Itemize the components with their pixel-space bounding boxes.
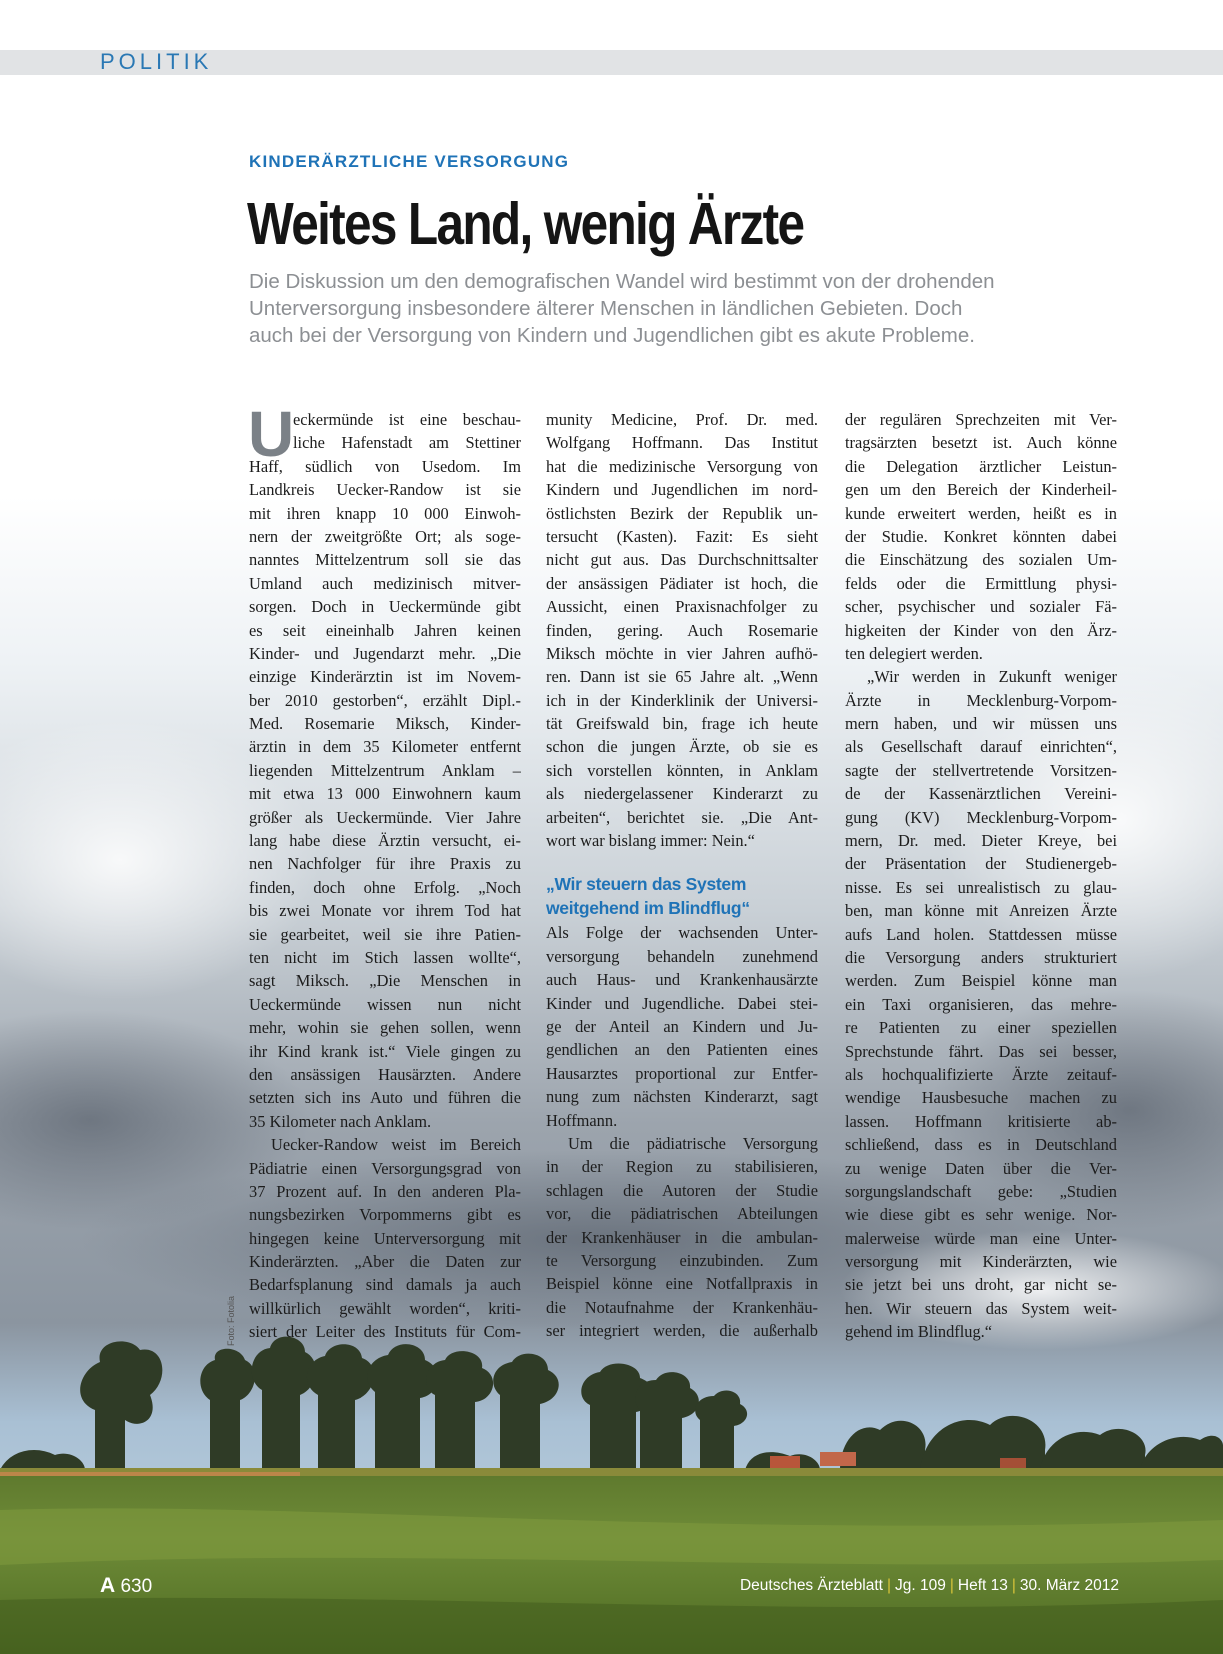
text-line: Beispiel könne eine Notfallpraxis in: [546, 1274, 818, 1294]
text-line: gendlichen an den Patienten eines: [546, 1040, 818, 1060]
text-line: munity Medicine, Prof. Dr. med.: [546, 410, 818, 429]
article-headline: Weites Land, wenig Ärzte: [247, 191, 804, 257]
text-line: ber 2010 gestorben“, erzählt Dipl.-: [249, 690, 521, 710]
text-line: der ansässigen Pädiater ist hoch, die: [546, 573, 818, 593]
text-line: „Wir werden in Zukunft weniger: [867, 667, 1117, 687]
text-line: größer als Ueckermünde. Vier Jahre: [249, 807, 521, 827]
text-line: siert der Leiter des Instituts für Com-: [249, 1322, 521, 1342]
subheading: „Wir steuern das System: [546, 874, 747, 895]
lead-line: Die Diskussion um den demografischen Wandel wird bestimmt von der drohenden: [249, 270, 995, 293]
text-line: der Krankenhäuser in die ambulan-: [546, 1227, 818, 1247]
text-line: wie diese gibt es sehr wenige. Nor-: [845, 1205, 1117, 1225]
text-line: Miksch möchte in vier Jahren aufhö-: [546, 643, 818, 663]
text-line: de der Kassenärztlichen Vereini-: [845, 784, 1117, 804]
text-line: sagt Miksch. „Die Menschen in: [249, 971, 521, 991]
text-line: schon die jungen Ärzte, ob sie es: [546, 737, 818, 757]
text-line: aufs Land holen. Stattdessen müsse: [845, 924, 1117, 944]
text-line: Landkreis Uecker-Randow ist sie: [249, 480, 521, 500]
text-line: Hoffmann.: [546, 1110, 618, 1130]
text-line: tät Greifswald bin, frage ich heute: [546, 714, 818, 734]
text-line: die Einschätzung des sozialen Um-: [845, 550, 1117, 570]
text-line: wendige Hausbesuche machen zu: [845, 1088, 1117, 1108]
text-line: als niedergelassener Kinderarzt zu: [546, 784, 818, 804]
text-line: die Notaufnahme der Krankenhäu-: [546, 1297, 818, 1317]
text-line: Kindern und Jugendlichen im nord-: [546, 480, 818, 500]
article-lead: [249, 268, 1149, 349]
text-line: werden. Zum Beispiel könne man: [845, 971, 1117, 991]
text-line: bis zwei Monate vor ihrem Tod hat: [249, 901, 521, 921]
text-line: ge der Anteil an Kindern und Ju-: [546, 1016, 818, 1036]
text-line: Hausarztes proportional zur Entfer-: [546, 1063, 818, 1083]
text-line: die Versorgung anders strukturiert: [845, 947, 1117, 967]
text-line: sorgen. Doch in Ueckermünde gibt: [249, 597, 521, 617]
text-line: Kinder und Jugendliche. Dabei stei-: [546, 993, 818, 1013]
text-line: auch Haus- und Krankenhausärzte: [546, 970, 818, 990]
text-line: ten delegiert werden.: [845, 643, 983, 663]
text-line: malerweise würde man eine Unter-: [845, 1228, 1117, 1248]
text-line: der Studie. Konkret könnten dabei: [845, 526, 1117, 546]
text-line: versorgung behandeln zunehmend: [546, 946, 818, 966]
text-line: felds oder die Ermittlung physi-: [845, 573, 1117, 593]
text-line: gen um den Bereich der Kinderheil-: [845, 480, 1117, 500]
text-line: re Patienten zu einer speziellen: [845, 1018, 1117, 1038]
text-line: als hochqualifizierte Ärzte zeitauf-: [845, 1064, 1117, 1084]
publication-info: Deutsches Ärzteblatt | Jg. 109 | Heft 13 | 30. März 2012: [739, 1577, 1119, 1594]
text-line: östlichsten Bezirk der Republik un-: [546, 503, 818, 523]
text-line: mit ihren knapp 10 000 Einwoh-: [249, 503, 521, 523]
text-line: sie gearbeitet, weil sie ihre Patien-: [249, 924, 521, 944]
text-line: ein Taxi organisieren, das mehre-: [845, 994, 1117, 1014]
text-line: nisse. Es sei unrealistisch zu glau-: [845, 877, 1117, 897]
text-line: 35 Kilometer nach Anklam.: [249, 1111, 432, 1131]
text-line: der Präsentation der Studienergeb-: [845, 854, 1117, 874]
text-line: schließend, dass es in Deutschland: [845, 1135, 1117, 1155]
text-line: liche Hafenstadt am Stettiner: [293, 433, 521, 453]
text-line: kunde erweitert werden, heißt es in: [845, 503, 1117, 523]
text-line: gung (KV) Mecklenburg-Vorpom-: [845, 807, 1117, 827]
publication-issue: Heft 13: [957, 1577, 1008, 1594]
publication-name: Deutsches Ärzteblatt: [739, 1577, 883, 1594]
text-column-3: [845, 408, 1117, 1344]
text-line: Um die pädiatrische Versorgung: [568, 1133, 818, 1153]
text-line: nanntes Mittelzentrum soll sie das: [249, 550, 521, 570]
text-line: Bedarfsplanung sind damals ja auch: [249, 1275, 521, 1295]
text-line: nicht gut aus. Das Durchschnittsalter: [546, 550, 818, 570]
text-line: versorgung mit Kinderärzten, wie: [845, 1252, 1117, 1272]
text-line: ten nicht im Stich lassen wollte“,: [249, 947, 521, 967]
text-line: mit etwa 13 000 Einwohnern kaum: [249, 784, 521, 804]
text-line: sie jetzt bei uns droht, gar nicht se-: [845, 1275, 1117, 1295]
text-line: nung zum nächsten Kinderarzt, sagt: [546, 1087, 818, 1107]
text-line: ren. Dann ist sie 65 Jahre alt. „Wenn: [546, 667, 818, 687]
text-line: hingegen keine Unterversorgung mit: [249, 1228, 521, 1248]
text-line: lassen. Hoffmann kritisierte ab-: [845, 1111, 1117, 1131]
text-line: Uecker-Randow weist im Bereich: [271, 1135, 521, 1155]
text-line: finden, gering. Auch Rosemarie: [546, 620, 818, 640]
text-line: tragsärzten besetzt ist. Auch könne: [845, 433, 1117, 453]
text-line: Med. Rosemarie Miksch, Kinder-: [249, 714, 521, 734]
text-line: es seit eineinhalb Jahren keinen: [249, 620, 521, 640]
text-line: Aussicht, einen Praxisnachfolger zu: [546, 597, 818, 617]
text-line: Sprechstunde fährt. Das sei besser,: [845, 1041, 1117, 1061]
text-line: sich vorstellen könnten, in Anklam: [546, 760, 818, 780]
text-line: higkeiten der Kinder von den Ärz-: [845, 620, 1117, 640]
publication-volume: Jg. 109: [895, 1577, 946, 1594]
text-line: wort war bislang immer: Nein.“: [546, 831, 755, 851]
text-line: 37 Prozent auf. In den anderen Pla-: [249, 1181, 521, 1201]
text-line: ich in der Kinderklinik der Universi-: [546, 690, 818, 710]
text-line: te Versorgung einzubinden. Zum: [546, 1250, 818, 1270]
text-line: Umland auch medizinisch mitver-: [249, 573, 521, 593]
text-line: ihr Kind krank ist.“ Viele gingen zu: [249, 1041, 521, 1061]
text-line: nen Nachfolger für ihre Praxis zu: [249, 854, 521, 874]
text-line: mern haben, und wir müssen uns: [845, 714, 1117, 734]
text-line: einzige Kinderärztin ist im Novem-: [249, 667, 521, 687]
text-line: ben, man könne mit Anreizen Ärzte: [845, 901, 1117, 921]
text-line: finden, doch ohne Erfolg. „Noch: [249, 877, 521, 897]
section-label: POLITIK: [100, 49, 213, 74]
subheading: weitgehend im Blindflug“: [546, 898, 750, 919]
page-number: [100, 1574, 152, 1598]
publication-date: 30. März 2012: [1019, 1577, 1119, 1594]
text-line: hat die medizinische Versorgung von: [546, 456, 818, 476]
text-line: Wolfgang Hoffmann. Das Institut: [546, 433, 818, 453]
text-line: arbeiten“, berichtet sie. „Die Ant-: [546, 807, 818, 827]
article-kicker: KINDERÄRZTLICHE VERSORGUNG: [249, 152, 570, 171]
text-line: mehr, wohin sie gehen sollen, wenn: [249, 1018, 521, 1038]
text-line: setzten sich ins Auto und führen die: [249, 1088, 521, 1108]
text-line: Ärzte in Mecklenburg-Vorpom-: [845, 690, 1117, 710]
text-line: Kinder- und Jugendarzt mehr. „Die: [249, 643, 521, 663]
lead-line: auch bei der Versorgung von Kindern und Jugendlichen gibt es akute Probleme.: [249, 324, 975, 347]
text-line: der regulären Sprechzeiten mit Ver-: [845, 410, 1117, 429]
page-prefix: A: [100, 1574, 116, 1597]
page-number-value: 630: [120, 1576, 153, 1597]
text-line: nungsbezirken Vorpommerns gibt es: [249, 1205, 521, 1225]
text-line: vor, die pädiatrischen Abteilungen: [546, 1204, 818, 1224]
text-line: mern, Dr. med. Dieter Kreye, bei: [845, 831, 1117, 851]
text-line: schlagen die Autoren der Studie: [546, 1180, 818, 1200]
text-line: hen. Wir steuern das System weit-: [845, 1298, 1117, 1318]
text-line: nern der zweitgrößte Ort; als soge-: [249, 526, 521, 546]
text-line: als Gesellschaft darauf einrichten“,: [845, 737, 1117, 757]
text-line: in der Region zu stabilisieren,: [546, 1157, 818, 1177]
text-line: gehend im Blindflug.“: [845, 1322, 993, 1342]
drop-cap: U: [248, 398, 295, 470]
text-line: eckermünde ist eine beschau-: [293, 410, 521, 429]
text-line: zu wenige Daten über die Ver-: [845, 1158, 1117, 1178]
text-line: Ueckermünde wissen nun nicht: [249, 994, 521, 1014]
photo-credit: Foto: Fotolia: [226, 1295, 236, 1346]
text-column-1: [249, 408, 521, 1344]
text-line: lang habe diese Ärztin versucht, ei-: [249, 831, 521, 851]
text-line: liegenden Mittelzentrum Anklam –: [249, 760, 521, 780]
lead-line: Unterversorgung insbesondere älterer Menschen in ländlichen Gebieten. Doch: [249, 297, 963, 320]
text-line: sagte der stellvertretende Vorsitzen-: [845, 760, 1117, 780]
text-line: die Delegation ärztlicher Leistun-: [845, 456, 1117, 476]
text-line: sorgungslandschaft gebe: „Studien: [845, 1181, 1117, 1201]
text-line: ser integriert werden, die außerhalb: [546, 1321, 818, 1341]
text-line: den ansässigen Hausärzten. Andere: [249, 1064, 521, 1084]
text-line: Pädiatrie einen Versorgungsgrad von: [249, 1158, 521, 1178]
text-line: tersucht (Kasten). Fazit: Es sieht: [546, 526, 818, 546]
text-line: scher, psychischer und sozialer Fä-: [845, 597, 1117, 617]
text-line: ärztin in dem 35 Kilometer entfernt: [249, 737, 521, 757]
text-line: Kinderärzten. „Aber die Daten zur: [249, 1252, 521, 1272]
text-line: Als Folge der wachsenden Unter-: [546, 923, 818, 943]
text-column-2: [546, 408, 818, 1342]
text-line: willkürlich gewählt worden“, kriti-: [249, 1298, 521, 1318]
text-line: Haff, südlich von Usedom. Im: [249, 456, 521, 476]
